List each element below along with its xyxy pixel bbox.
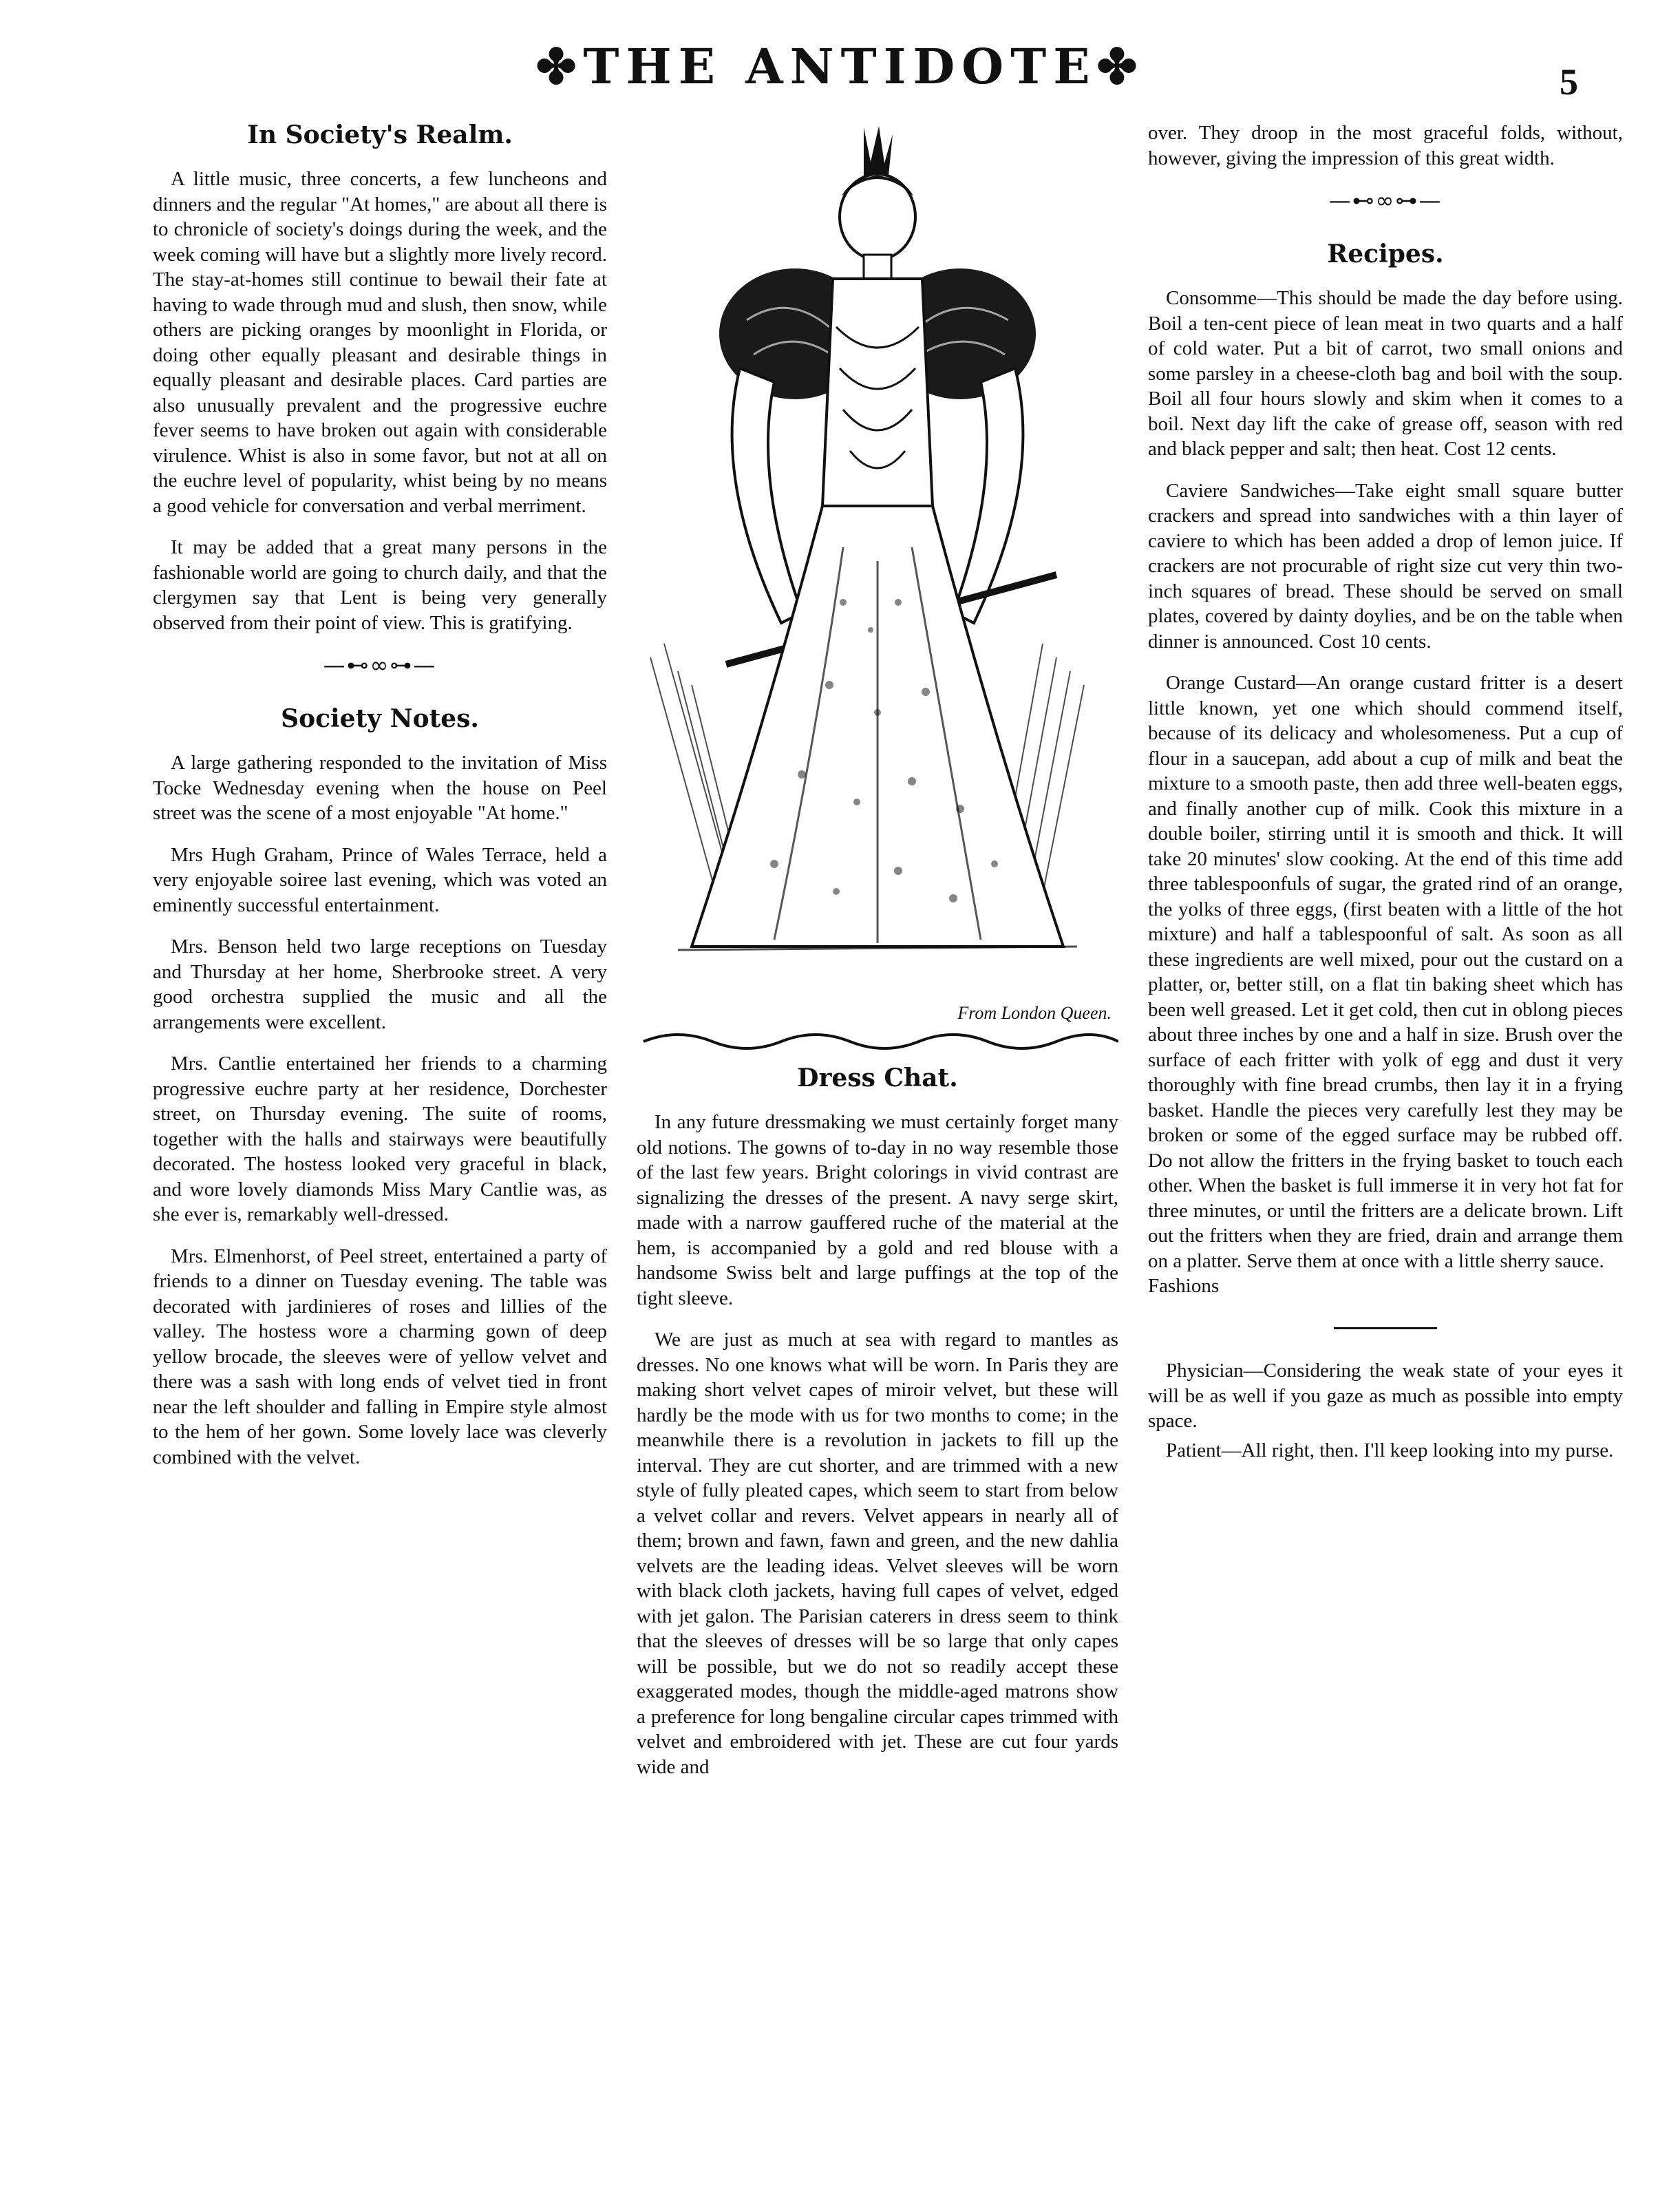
- page-number: 5: [1560, 61, 1578, 103]
- divider-rule: [1334, 1327, 1437, 1329]
- paragraph: Mrs. Elmenhorst, of Peel street, entertained a party of friends to a dinner on Tuesday evening. The table was decorated with jardinieres of roses and lillies of the valley. The hostess wore a charming gown of deep yellow brocade, the sleeves were of yellow velvet and there was a sash with long ends of velvet tied in front near the left shoulder and falling in Empire style almost to the hem of her gown. Some lovely lace was cleverly combined with the velvet.: [153, 1245, 607, 1468]
- ornament-divider: —⊷∞⊶—: [323, 652, 437, 679]
- column-middle: [637, 120, 1118, 1778]
- paragraph: We are just as much at sea with regard to mantles as dresses. No one knows what will be worn. In Paris they are making short velvet capes of miroir velvet, but these will hardly be the mode with us for two months to come; in the meanwhile there is a revolution in jackets to fill up the interval. They are cut shorter, and are trimmed with a new style of fully pleated capes, which seem to start from below a velvet collar and revers. Velvet appears in nearly all of them; brown and fawn, fawn and green, and the new dahlia velvets are the leading ideas. Velvet sleeves will be worn with black cloth jackets, having full capes of velvet, edged with jet galon. The Parisian caterers in dress seem to think that the sleeves of dresses will be so large that only capes will be possible, but we do not so readily accept these exaggerated modes, though the middle-aged matrons show a preference for long bengaline circular capes trimmed with velvet and embroidered with jet. These are cut four yards wide and: [637, 1329, 1118, 1778]
- recipe-source: Fashions: [1148, 1275, 1220, 1298]
- paragraph: In any future dressmaking we must certainly forget many old notions. The gowns of to-day in no way resemble those of the last few years. Bright colorings in vivid contrast are signalizing the dresses of the present. A navy serge skirt, made with a narrow gauffered ruche of the material at the hem, is accompanied by a gold and red blouse with a handsome Swiss belt and large puffings at the top of the tight sleeve.: [637, 1111, 1118, 1309]
- article-society-notes: [153, 750, 607, 1470]
- section-heading-dress-chat: Dress Chat.: [797, 1064, 958, 1092]
- paragraph: Caviere Sandwiches—Take eight small square butter crackers and spread into sandwiches with a thin layer of caviere to which has been added a drop of lemon juice. If crackers are not procurable of right size cut very thin two-inch squares of bread. These should be served on small plates, covered by dainty doylies, and be on the table when dinner is announced. Cost 10 cents.: [1148, 479, 1623, 653]
- section-heading-society-notes: Society Notes.: [281, 704, 479, 734]
- paragraph: A large gathering responded to the invitation of Miss Tocke Wednesday evening when the house on Peel street was the scene of a most enjoyable "At home.": [153, 752, 607, 825]
- article-dress-chat: [637, 1110, 1118, 1779]
- article-recipes: [1148, 286, 1623, 1274]
- paragraph: Mrs Hugh Graham, Prince of Wales Terrace, held a very enjoyable soiree last evening, which was voted an eminently successful entertainment.: [153, 843, 607, 916]
- article-dress-continued: [1148, 120, 1623, 171]
- paragraph: It may be added that a great many persons in the fashionable world are going to church daily, and that the clergymen say that Lent is being very generally observed from their point of view. This is gratifying.: [153, 536, 607, 634]
- wavy-divider: [637, 1028, 1118, 1055]
- paragraph: over. They droop in the most graceful folds, without, however, giving the impression of this great width.: [1148, 122, 1623, 169]
- paragraph: A little music, three concerts, a few luncheons and dinners and the regular "At homes," are about all there is to chronicle of society's doings during the week, and the week coming will have but a slightly more lively record. The stay-at-homes still continue to bewail their fate at having to wade through mud and slush, then snow, while others are picking oranges by moonlight in Florida, or doing other equally pleasant and desirable things in equally pleasant and desirable places. Card parties are also unusually prevalent and the progressive euchre fever seems to have broken out again with considerable virulence. Whist is also in some favor, but not at all on the euchre level of popularity, whist being by no means a good vehicle for conversation and verbal merriment.: [153, 168, 607, 517]
- masthead: ✤THE ANTIDOTE✤: [535, 38, 1145, 95]
- section-heading-recipes: Recipes.: [1327, 240, 1444, 268]
- column-left: [153, 120, 607, 1486]
- paragraph: Mrs. Benson held two large receptions on Tuesday and Thursday at her home, Sherbrooke street. A very good orchestra supplied the music and all the arrangements were excellent.: [153, 936, 607, 1033]
- article-joke: [1148, 1358, 1623, 1463]
- ornament-divider: —⊷∞⊶—: [1328, 187, 1443, 213]
- fashion-illustration: [637, 120, 1118, 953]
- article-society-realm: [153, 167, 607, 635]
- paragraph: Mrs. Cantlie entertained her friends to a charming progressive euchre party at her residence, Dorchester street, on Thursday evening. The suite of rooms, together with the halls and stairways were beautifully decorated. The hostess looked very graceful in black, and wore lovely diamonds Miss Mary Cantlie was, as she ever is, remarkably well-dressed.: [153, 1053, 607, 1226]
- illustration-credit: From London Queen.: [957, 1003, 1112, 1023]
- paragraph: Consomme—This should be made the day before using. Boil a ten-cent piece of lean meat in two quarts and a half of cold water. Put a bit of carrot, two small onions and some parsley in a cheese-cloth bag and boil with the soup. Boil all four hours slowly and skim when it comes to a boil. Next day lift the cake of grease off, season with red and black pepper and salt; then heat. Cost 12 cents.: [1148, 287, 1623, 461]
- woman-in-gown-illustration: [637, 120, 1118, 1015]
- paragraph: Orange Custard—An orange custard fritter is a desert little known, yet one which should commend itself, because of its delicacy and wholesomeness. Put a cup of flour in a saucepan, add about a cup of milk and beat the mixture to a smooth paste, then add three well-beaten eggs, and finally another cup of milk. Cook this mixture in a double boiler, stirring until it is smooth and thick. It will take 20 minutes' slow cooking. At the end of this time add three tablespoonfuls of sugar, the grated rind of an orange, the yolks of three eggs, (first beaten with a little of the hot mixture) and half a tablespoonful of salt. As soon as all these ingredients are well mixed, pour out the custard on a platter, or, better still, on a flat tin baking sheet which has been well greased. Let it get cold, then cut in oblong pieces about three inches by one and a half in size. Brush over the surface of each fritter with yolk of egg and dust it very thoroughly with fine bread crumbs, then lay it in a frying basket. Handle the pieces very carefully lest they may be broken or some of the egged surface may be rubbed off. Do not allow the fritters in the frying basket to touch each other. When the basket is full immerse it in very hot fat for three minutes, or until the fritters are a delicate brown. Lift out the fritters when they are fried, drain and arrange them on a platter. Serve them at once with a little sherry sauce.: [1148, 672, 1623, 1272]
- paragraph: Physician—Considering the weak state of your eyes it will be as well if you gaze as much as possible into empty space.: [1148, 1360, 1623, 1433]
- column-right: [1148, 120, 1623, 1479]
- paragraph: Patient—All right, then. I'll keep looking into my purse.: [1166, 1439, 1614, 1461]
- section-heading-society-realm: In Society's Realm.: [247, 120, 513, 149]
